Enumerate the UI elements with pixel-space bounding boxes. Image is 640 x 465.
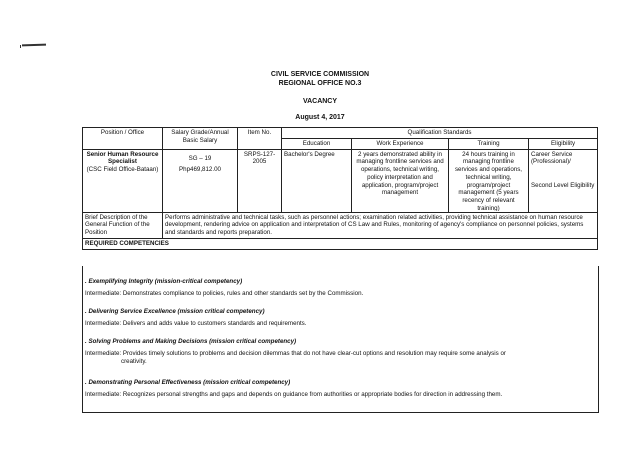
eligibility-second-level: Second Level Eligibility (531, 182, 595, 189)
competency-title: . Delivering Service Excellence (mission critical competency) (85, 308, 265, 315)
training-cell (449, 149, 529, 212)
salary-grade: SG – 19 (188, 154, 212, 162)
header-eligibility: Eligibility (529, 138, 598, 149)
eligibility-cell (529, 149, 598, 212)
description-text: Performs administrative and technical tasks, such as personnel actions; examination related activities, providing technical assistance on human resource development, rendering advice on application and interpretation of CS Law and Rules, monitoring of agency's compliance on personnel policies, systems and standards and reports preparation. (163, 212, 598, 238)
header-salary: Salary Grade/Annual Basic Salary (163, 128, 238, 150)
salary-amount: Php469,812.00 (179, 166, 221, 174)
header-education: Education (282, 138, 352, 149)
pen-mark (22, 44, 46, 47)
education-value: Bachelor's Degree (282, 149, 352, 212)
salary-cell (163, 149, 238, 212)
competencies-section (82, 266, 599, 413)
position-office: (CSC Field Office-Bataan) (86, 166, 159, 173)
document-date: August 4, 2017 (295, 114, 345, 121)
position-title: Senior Human Resource Specialist (86, 150, 159, 166)
eligibility-career: Career Service (Professional)/ (531, 150, 573, 166)
header-position: Position / Office (83, 128, 163, 150)
competency-description: Intermediate: Provides timely solutions to problems and decision dilemmas that do not have clear-cut options and resolution may require some analysis or (85, 350, 506, 357)
header-item: Item No. (238, 128, 282, 150)
competency-description: Intermediate: Recognizes personal strengths and gaps and depends on guidance from authorities or appropriate bodies for direction in addressing them. (85, 391, 503, 398)
experience-value: 2 years demonstrated ability in managing frontline services and operations, technical writing, policy interpretation and application, program/project management (352, 149, 449, 212)
document-title: VACANCY (302, 98, 338, 105)
agency-name: CIVIL SERVICE COMMISSION (270, 71, 370, 78)
competency-description-continued: creativity. (121, 358, 147, 366)
pen-mark-tick (20, 45, 25, 48)
required-competencies-heading: REQUIRED COMPETENCIES (83, 238, 598, 249)
header-experience: Work Experience (352, 138, 449, 149)
competency-title: . Exemplifying Integrity (mission-critical competency) (85, 278, 243, 285)
competency-item (85, 278, 363, 298)
competency-title: . Solving Problems and Making Decisions (mission critical competency) (85, 338, 297, 345)
competency-description: Intermediate: Demonstrates compliance to policies, rules and other standards set by the Commission. (85, 290, 364, 297)
position-cell (83, 149, 163, 212)
description-label: Brief Description of the General Function of the Position (83, 212, 163, 238)
header-training: Training (449, 138, 529, 149)
competency-item (85, 379, 502, 399)
office-name: REGIONAL OFFICE NO.3 (278, 80, 362, 87)
header-qualifications: Qualification Standards (282, 128, 598, 139)
training-value: 24 hours training in managing frontline services and operations, technical writing, program/project management (5 years recency of relevant training) (454, 150, 523, 211)
item-no: SRPS-127-2005 (238, 149, 282, 212)
competency-item (85, 338, 590, 365)
competency-item (85, 308, 307, 328)
vacancy-table (82, 127, 598, 250)
competency-description: Intermediate: Delivers and adds value to customers standards and requirements. (85, 320, 307, 327)
competency-title: . Demonstrating Personal Effectiveness (mission critical competency) (85, 379, 291, 386)
